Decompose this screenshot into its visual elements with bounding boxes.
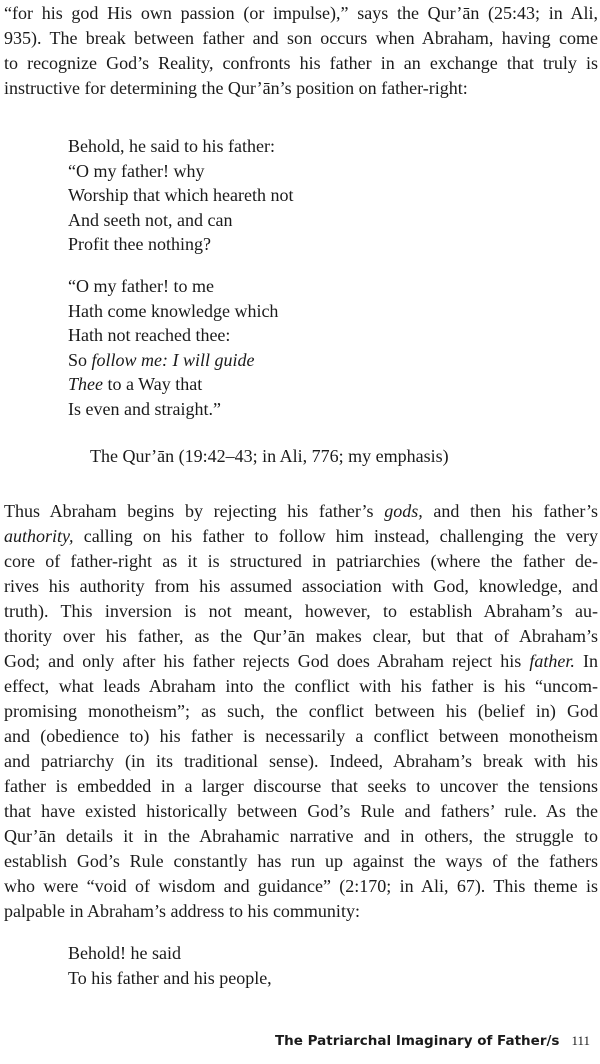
verse-line: Behold, he said to his father: [68,136,275,156]
verse-line: Hath come knowledge which [68,300,279,321]
verse-quote-1 [68,134,294,257]
text-line: core of father-right as it is structured in patriarchies (where the father de- [4,551,598,571]
text-run: and then his father’s [422,501,598,521]
text-line: who were “void of wisdom and guidance” (2:170; in Ali, 67). This theme is [4,876,598,896]
text-line: and (obedience to) his father is necessarily a conflict between monotheism [4,726,598,746]
verse-citation: The Qur’ān (19:42–43; in Ali, 776; my emphasis) [90,446,449,466]
verse-line: And seeth not, and can [68,209,233,230]
verse-line: Worship that which heareth not [68,185,294,205]
paragraph-opening [4,1,598,101]
text-line: instructive for determining the Qur’ān’s position on father-right: [4,78,468,98]
verse-line: Profit thee nothing? [68,234,211,254]
verse-text: So [68,349,92,370]
text-run: In [574,651,598,671]
verse-line: “O my father! why [68,160,205,181]
text-line: truth). This inversion is not meant, however, to establish Abraham’s au- [4,601,598,621]
emphasis-text: authority, [4,526,74,546]
text-line: palpable in Abraham’s address to his community: [4,901,360,921]
text-line: rives his authority from his assumed association with God, knowledge, and [4,576,598,596]
verse-line: To his father and his people, [68,967,272,988]
emphasis-text: Thee [68,374,103,394]
text-line: thority over his father, as the Qur’ān makes clear, but that of Abraham’s [4,626,598,646]
text-run: God; and only after his father rejects God does Abraham reject his [4,651,530,671]
verse-line: Hath not reached thee: [68,325,231,345]
text-line [4,649,598,674]
text-run: calling on his father to follow him instead, challenging the very [73,526,598,546]
text-line: “for his god His own passion (or impulse),” says the Qur’ān (25:43; in Ali, [4,3,598,23]
verse-line: Is even and straight.” [68,398,221,419]
text-line: to recognize God’s Reality, confronts his father in an exchange that truly is [4,53,598,73]
emphasis-text: follow me: I will guide [91,349,255,370]
running-footer [275,1033,590,1049]
verse-line [68,348,278,373]
text-line: that have existed historically between God’s Rule and fathers’ rule. As the [4,801,598,821]
text-line: effect, what leads Abraham into the conflict with his father is his “uncom- [4,676,598,696]
text-line: Qur’ān details it in the Abrahamic narrative and in others, the struggle to [4,826,598,846]
text-line: promising monotheism”; as such, the conflict between his (belief in) God [4,701,598,721]
paragraph-main [4,499,598,924]
text-run: Thus Abraham begins by rejecting his father’s [4,501,385,521]
text-line: and patriarchy (in its traditional sense). Indeed, Abraham’s break with his [4,751,598,771]
verse-text: to a Way that [103,374,203,394]
text-line: establish God’s Rule constantly has run up against the ways of the fathers [4,851,598,871]
running-title: The Patriarchal Imaginary of Father/s [274,1033,560,1049]
text-line: 935). The break between father and son occurs when Abraham, having come [4,28,598,48]
emphasis-text: father. [529,651,575,671]
verse-line: “O my father! to me [68,276,214,296]
text-line: father is embedded in a larger discourse that seeks to uncover the tensions [4,776,598,796]
verse-line [68,372,278,397]
text-line [4,524,598,549]
page-number: 111 [571,1033,590,1048]
text-line [4,499,598,524]
verse-quote-2 [68,274,278,421]
verse-line: Behold! he said [68,943,181,963]
verse-quote-3 [68,941,272,990]
emphasis-text: gods, [384,501,423,521]
